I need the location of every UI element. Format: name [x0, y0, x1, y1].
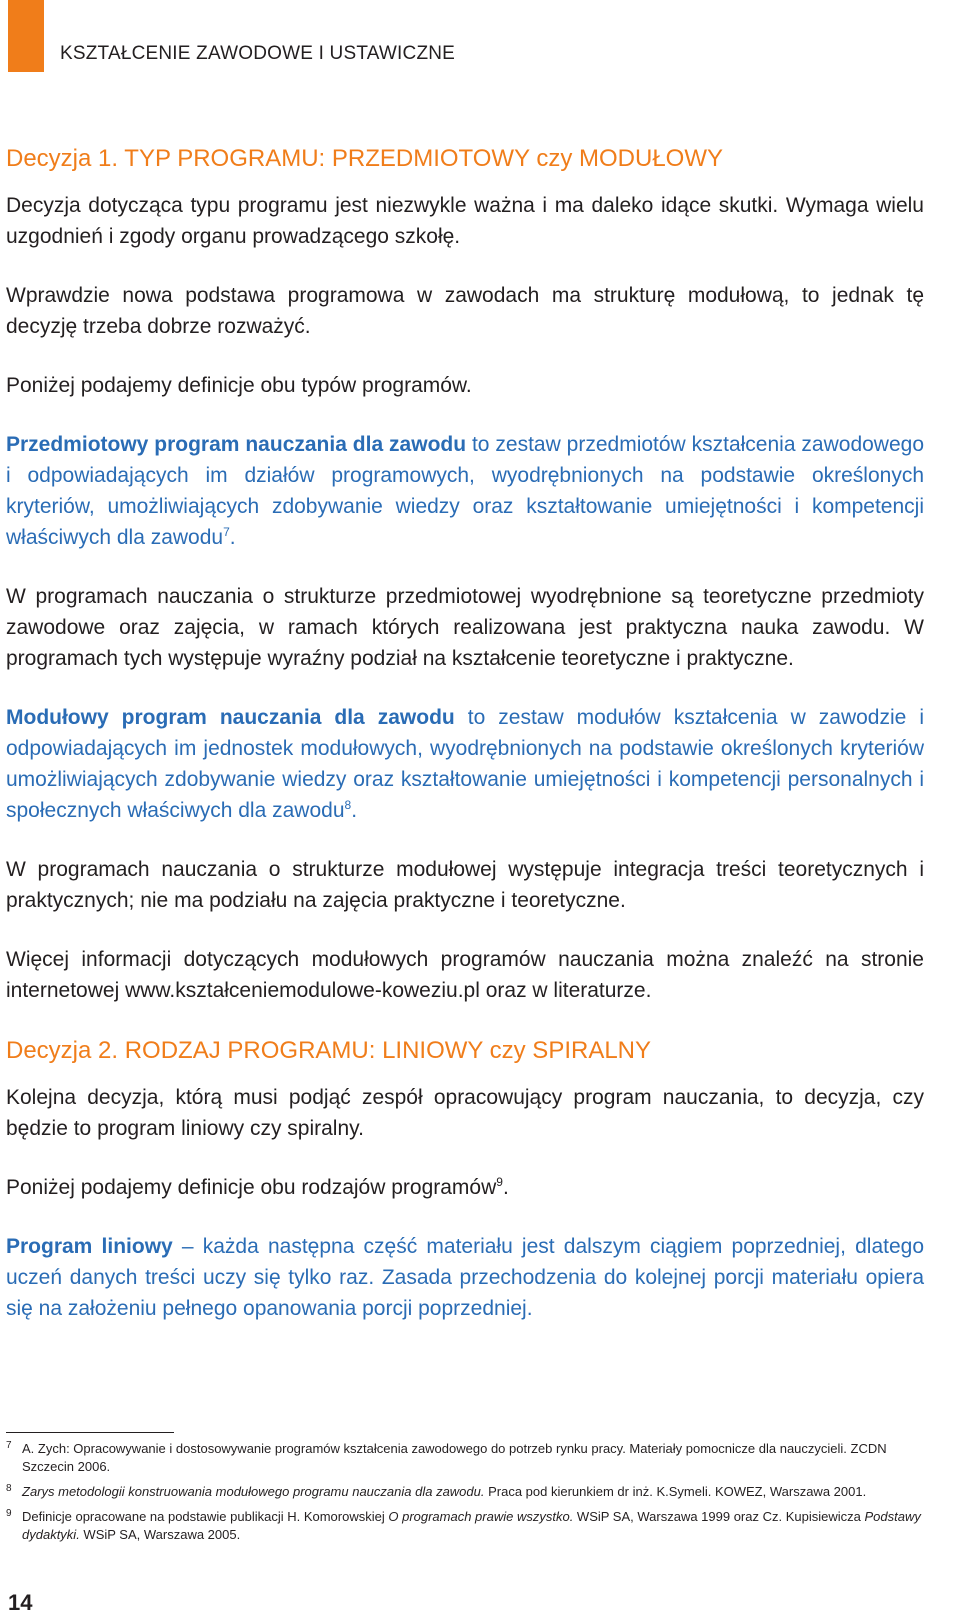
section1-heading-title: TYP PROGRAMU: PRZEDMIOTOWY czy MODUŁOWY [124, 145, 723, 172]
footnotes [6, 1440, 924, 1551]
definition-modular-program [6, 702, 924, 826]
footnote-title: O programach prawie wszystko. [388, 1509, 574, 1524]
definition-text: – każda następna część materiału jest dalszym ciągiem poprzedniej, dlatego uczeń danych treści uczy się tylko raz. Zasada przechodzenia do kolejnej porcji materiału opiera się na założeniu pełnego opanowania porcji poprzedniej. [6, 1235, 924, 1320]
definition-end: . [229, 526, 236, 549]
footnote-8 [6, 1483, 924, 1501]
paragraph: Wprawdzie nowa podstawa programowa w zawodach ma strukturę modułową, to jednak tę decyzję trzeba dobrze rozważyć. [6, 284, 924, 338]
footnote-text: A. Zych: Opracowywanie i dostosowywanie programów kształcenia zawodowego do potrzeb rynku pracy. Materiały pomocnicze dla nauczycieli. ZCDN Szczecin 2006. [22, 1441, 887, 1474]
footnote-ref: 9 [496, 1175, 503, 1189]
footnote-ref: 8 [344, 798, 352, 812]
paragraph-end: . [502, 1176, 509, 1199]
page-number: 14 [8, 1590, 33, 1615]
definition-end: . [351, 799, 358, 822]
definition-text: to zestaw modułów kształcenia w zawodzie i odpowiadających im jednostek modułowych, wyodrębnionych na podstawie określonych kryteriów umożliwiających zdobywanie wiedzy oraz kształtowanie umiejętności i kompetencji personalnych i społecznych właściwych dla zawodu [6, 706, 924, 822]
paragraph: W programach nauczania o strukturze przedmiotowej wyodrębnione są teoretyczne przedmioty zawodowe oraz zajęcia, w ramach których realizowana jest praktyczna nauka zawodu. W programach tych występuje wyraźny podział na kształcenie teoretyczne i praktyczne. [6, 585, 924, 670]
definition-linear-program [6, 1231, 924, 1324]
footnote-text: WSiP SA, Warszawa 1999 oraz Cz. Kupisiewicza [573, 1509, 865, 1524]
footnote-number: 9 [6, 1508, 12, 1519]
definition-term: Przedmiotowy program nauczania dla zawodu [6, 433, 467, 456]
paragraph: Poniżej podajemy definicje obu typów programów. [6, 374, 472, 397]
definition-term: Program liniowy [6, 1235, 173, 1258]
footnote-text: WSiP SA, Warszawa 2005. [79, 1527, 241, 1542]
paragraph: Więcej informacji dotyczących modułowych programów nauczania można znaleźć na stronie internetowej www.kształceniemodulowe-koweziu.pl oraz w literaturze. [6, 948, 924, 1002]
paragraph [6, 1172, 924, 1203]
running-head: KSZTAŁCENIE ZAWODOWE I USTAWICZNE [60, 43, 456, 64]
section2-heading-prefix: Decyzja 2. [6, 1037, 119, 1064]
paragraph: Decyzja dotycząca typu programu jest niezwykle ważna i ma daleko idące skutki. Wymaga wielu uzgodnień i zgody organu prowadzącego szkołę. [6, 194, 924, 248]
footnote-7 [6, 1440, 924, 1476]
footnote-text: Definicje opracowane na podstawie publikacji H. Komorowskiej [22, 1509, 389, 1524]
footnote-divider [6, 1432, 174, 1433]
main-content [6, 142, 924, 1352]
definition-term: Modułowy program nauczania dla zawodu [6, 706, 455, 729]
paragraph: W programach nauczania o strukturze modułowej występuje integracja treści teoretycznych i praktycznych; nie ma podziału na zajęcia praktyczne i teoretyczne. [6, 858, 924, 912]
footnote-title: Podstawy dydaktyki. [22, 1509, 921, 1542]
section2-heading-title: RODZAJ PROGRAMU: LINIOWY czy SPIRALNY [124, 1037, 652, 1064]
footnote-ref: 7 [223, 525, 230, 539]
footnote-number: 7 [6, 1440, 12, 1451]
footnote-title: Zarys metodologii konstruowania modułowego programu nauczania dla zawodu. [22, 1484, 485, 1499]
section2-heading [6, 1034, 924, 1068]
footnote-text: Praca pod kierunkiem dr inż. K.Symeli. KOWEZ, Warszawa 2001. [484, 1484, 867, 1499]
paragraph: Kolejna decyzja, którą musi podjąć zespół opracowujący program nauczania, to decyzja, czy będzie to program liniowy czy spiralny. [6, 1086, 924, 1140]
orange-corner-tab [8, 0, 44, 72]
section1-heading [6, 142, 924, 176]
paragraph-text: Poniżej podajemy definicje obu rodzajów programów [6, 1176, 497, 1199]
footnote-9 [6, 1508, 924, 1544]
definition-subject-program [6, 429, 924, 553]
footnote-number: 8 [6, 1483, 12, 1494]
definition-text: to zestaw przedmiotów kształcenia zawodowego i odpowiadających im działów programowych, wyodrębnionych na podstawie określonych kryteriów, umożliwiających zdobywanie wiedzy oraz kształtowanie umiejętności i kompetencji właściwych dla zawodu [6, 433, 925, 549]
section1-heading-prefix: Decyzja 1. [6, 145, 119, 172]
